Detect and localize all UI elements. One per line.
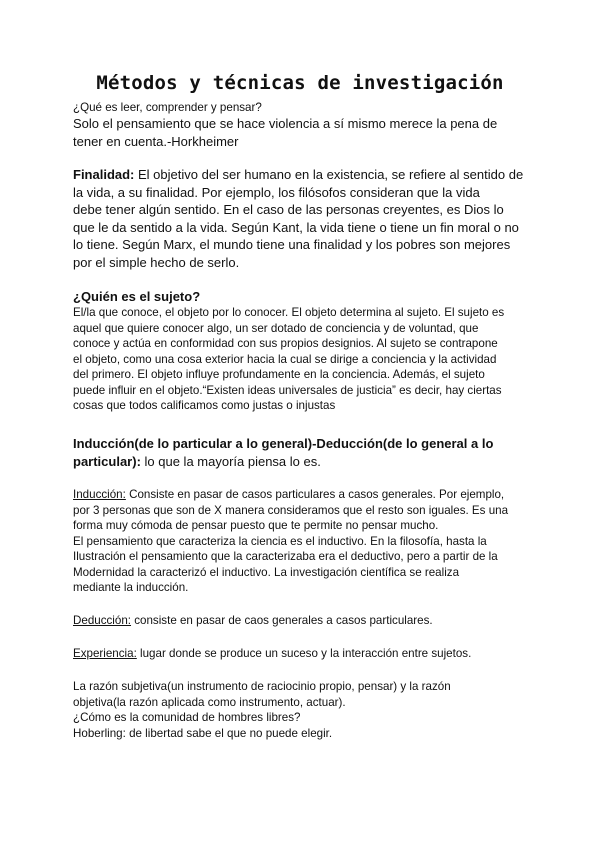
deduccion-line [73,613,543,629]
sujeto-line: El/la que conoce, el objeto por lo conocer. El objeto determina al sujeto. El sujeto es [73,306,505,319]
sujeto-line: del primero. El objeto influye profundamente en la conciencia. Además, el sujeto [73,368,485,381]
induccion-heading-bold: particular): [73,453,141,469]
finalidad-paragraph [73,166,543,271]
experiencia-label: Experiencia: [73,647,137,660]
finalidad-line: debe tener algún sentido. En el caso de las personas creyentes, es Dios lo [73,202,504,217]
finalidad-line: la vida, a su finalidad. Por ejemplo, los filósofos consideran que la vida [73,184,480,200]
induccion-heading-rest: lo que la mayoría piensa lo es. [140,453,321,469]
experiencia-text: lugar donde se produce un suceso y la interacción entre sujetos. [136,647,472,660]
induccion-line: forma muy cómoda de pensar puesto que te permite no pensar mucho. [73,519,439,532]
induccion-line: por 3 personas que son de X manera consideramos que el resto son iguales. Es una [73,503,509,517]
sujeto-line: puede influir en el objeto.“Existen ideas universales de justicia” es decir, hay ciertas [73,383,502,397]
induccion-paragraph [73,487,543,596]
induccion-heading [73,435,543,470]
razon-line: objetiva(la razón aplicada como instrumento, actuar). [73,695,346,709]
induccion-line: El pensamiento que caracteriza la ciencia es el inductivo. En la filosofía, hasta la [73,534,487,548]
razon-line: Hoberling: de libertad sabe el que no puede elegir. [73,726,333,740]
quote-line: tener en cuenta.-Horkheimer [73,133,239,149]
sujeto-paragraph [73,305,543,414]
intro-quote [73,115,543,150]
razon-paragraph [73,679,543,741]
sujeto-line: el objeto, como una cosa exterior hacia la cual se dirige a conciencia y la actividad [73,352,497,366]
deduccion-label: Deducción: [73,614,132,627]
razon-line: La razón subjetiva(un instrumento de raciocinio propio, pensar) y la razón [73,680,451,693]
finalidad-label: Finalidad: [73,167,135,182]
induccion-label: Inducción: [73,488,126,501]
deduccion-paragraph [73,613,543,629]
page-title: Métodos y técnicas de investigación [96,72,504,94]
induccion-heading-line1: Inducción(de lo particular a lo general)-Deducción(de lo general a lo [73,436,494,451]
sujeto-line: conoce y actúa en conformidad con sus propios designios. Al sujeto se contrapone [73,337,498,350]
finalidad-line: por el simple hecho de serlo. [73,254,240,270]
induccion-line: mediante la inducción. [73,581,189,594]
finalidad-line: lo tiene. Según Marx, el mundo tiene una finalidad y los pobres son mejores [73,237,511,252]
induccion-first-text: Consiste en pasar de casos particulares a casos generales. Por ejemplo, [125,488,505,501]
sujeto-heading: ¿Quién es el sujeto? [73,289,201,304]
finalidad-first-line [73,166,543,184]
intro-question-text: ¿Qué es leer, comprender y pensar? [73,101,262,114]
finalidad-first-text: El objetivo del ser humano en la existencia, se refiere al sentido de [134,167,524,182]
induccion-heading-line2 [73,453,543,471]
induccion-first-line [73,487,543,503]
sujeto-line: aquel que quiere conocer algo, un ser dotado de conciencia y de voluntad, que [73,321,479,335]
quote-line: Solo el pensamiento que se hace violencia a sí mismo merece la pena de [73,116,498,131]
sujeto-line: cosas que todos calificamos como justas o injustas [73,399,336,412]
induccion-line: Modernidad la caracterizó el inductivo. La investigación científica se realiza [73,565,460,579]
induccion-line: Ilustración el pensamiento que la caracterizaba era el deductivo, pero a partir de la [73,550,498,563]
deduccion-text: consiste en pasar de caos generales a casos particulares. [131,614,433,627]
intro-question [73,100,543,116]
experiencia-line [73,646,543,662]
razon-line: ¿Cómo es la comunidad de hombres libres? [73,711,301,724]
experiencia-paragraph [73,646,543,662]
finalidad-line: que le da sentido a la vida. Según Kant, la vida tiene o tiene un fin moral o no [73,219,519,235]
